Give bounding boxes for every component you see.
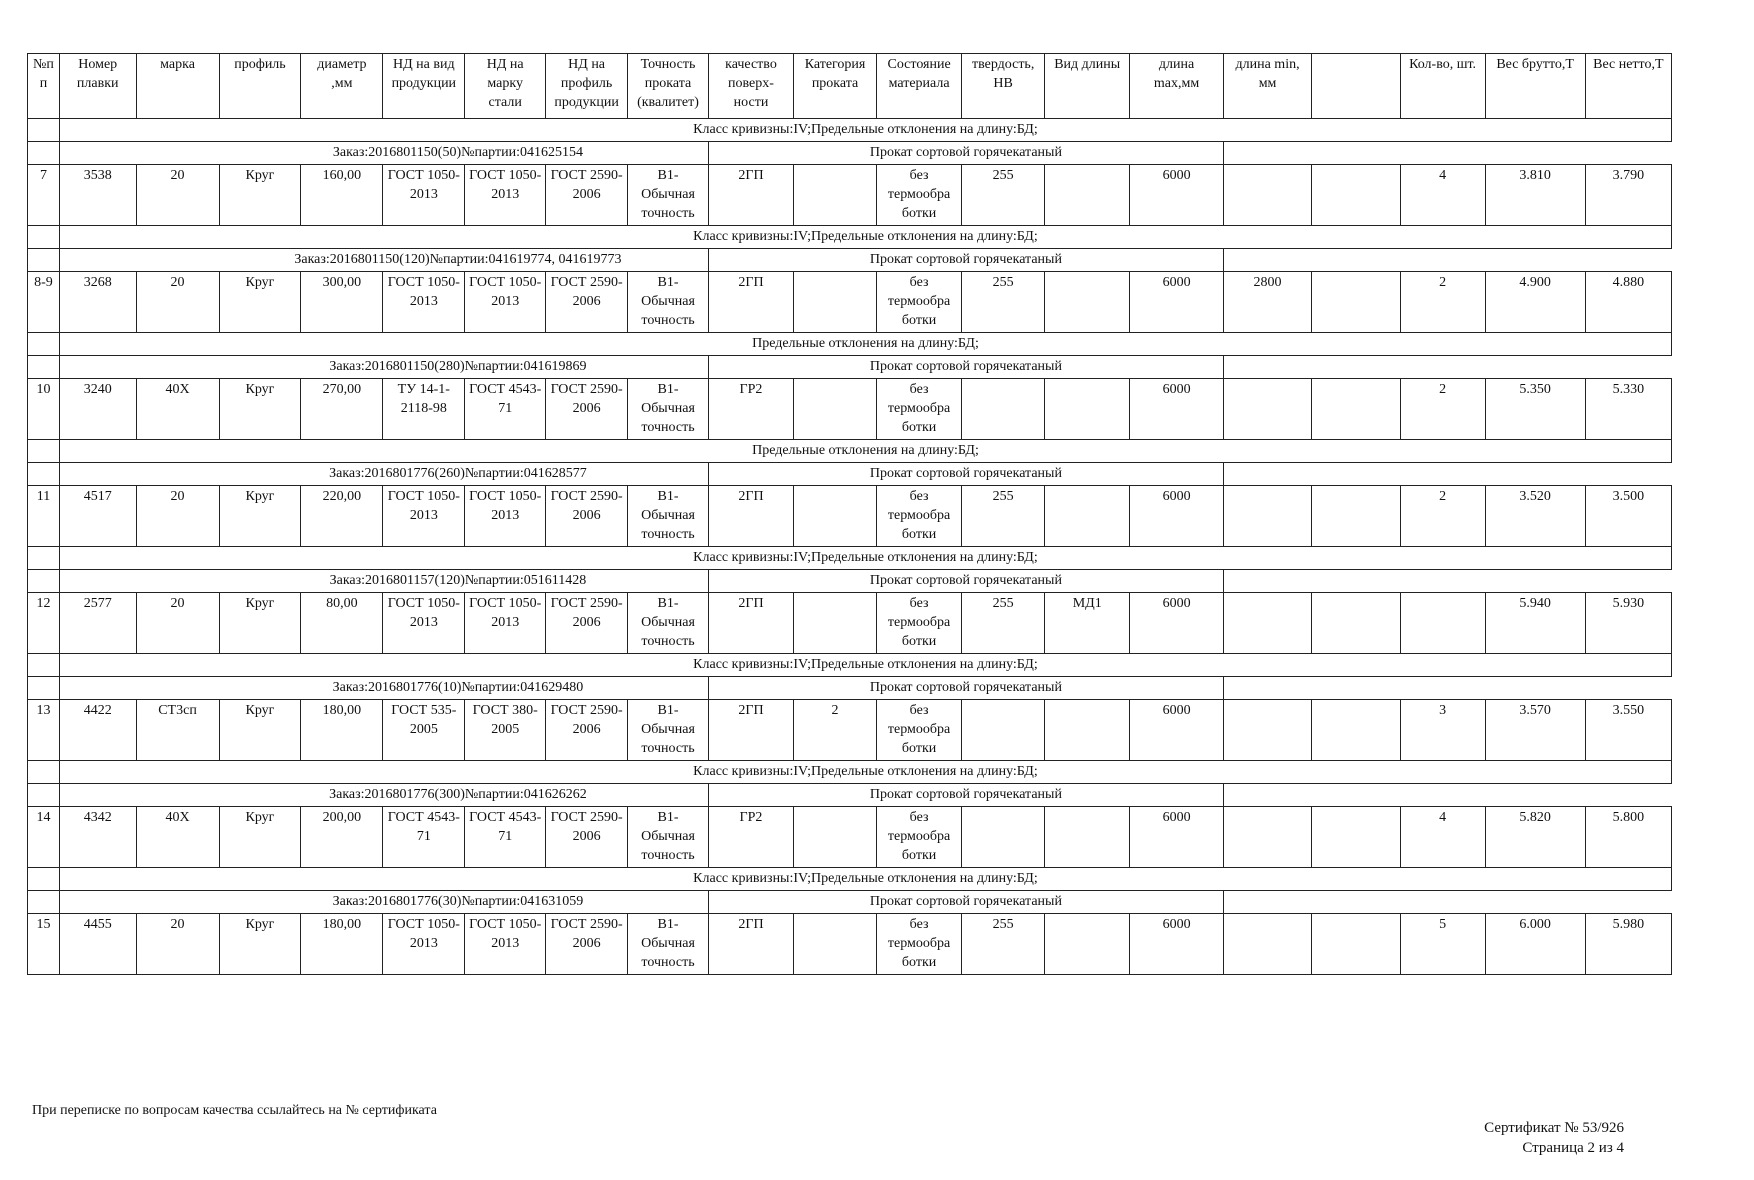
cell-diam: 200,00 [301,807,383,868]
cell-len-max: 6000 [1130,914,1224,975]
column-header: профиль [219,54,301,119]
class-line: Класс кривизны:IV;Предельные отклонения на длину:БД; [59,654,1671,677]
cell-n: 14 [28,807,60,868]
cell-len-type: МД1 [1045,593,1130,654]
class-line: Класс кривизны:IV;Предельные отклонения на длину:БД; [59,119,1671,142]
cell-nd-prod: ГОСТ 1050-2013 [383,593,465,654]
cell-qty: 2 [1400,272,1485,333]
empty-cell [1223,463,1671,486]
cell-qty: 2 [1400,379,1485,440]
cell-profile: Круг [219,807,301,868]
cell-state: без термообра ботки [877,807,962,868]
table-row [28,807,1672,868]
empty-cell [1223,677,1671,700]
cell-gross: 6.000 [1485,914,1585,975]
column-header: Точность проката (квалитет) [628,54,709,119]
cell-category [794,165,877,226]
cell-diam: 180,00 [301,914,383,975]
cell-heat: 3268 [59,272,136,333]
cell-net: 4.880 [1585,272,1671,333]
cell-len-max: 6000 [1130,272,1224,333]
cell-profile: Круг [219,700,301,761]
side-cell [28,784,60,807]
cell-diam: 80,00 [301,593,383,654]
cell-surface: 2ГП [708,593,793,654]
order-row [28,677,1672,700]
class-line: Класс кривизны:IV;Предельные отклонения на длину:БД; [59,226,1671,249]
product-title: Прокат сортовой горячекатаный [708,784,1223,807]
cell-accuracy: В1- Обычная точность [628,165,709,226]
side-cell [28,463,60,486]
cell-net: 5.800 [1585,807,1671,868]
cell-net: 5.930 [1585,593,1671,654]
cell-category: 2 [794,700,877,761]
cell-grade: 20 [136,486,219,547]
cell-surface: 2ГП [708,165,793,226]
cell-diam: 220,00 [301,486,383,547]
side-cell [28,356,60,379]
cell-n: 10 [28,379,60,440]
cell-len-type [1045,379,1130,440]
class-line-row [28,333,1672,356]
certificate-table [27,53,1672,975]
cell-nd-prod: ГОСТ 1050-2013 [383,272,465,333]
column-header: Кол-во, шт. [1400,54,1485,119]
cell-state: без термообра ботки [877,914,962,975]
cell-state: без термообра ботки [877,593,962,654]
cell-heat: 2577 [59,593,136,654]
column-header: длина max,мм [1130,54,1224,119]
class-line-row [28,119,1672,142]
cell-gross: 4.900 [1485,272,1585,333]
empty-cell [1223,891,1671,914]
column-header: Состояние материала [877,54,962,119]
column-header [1312,54,1400,119]
empty-cell [1223,784,1671,807]
class-line: Класс кривизны:IV;Предельные отклонения на длину:БД; [59,547,1671,570]
column-header: марка [136,54,219,119]
cell-len-type [1045,914,1130,975]
cell-len-max: 6000 [1130,593,1224,654]
column-header: Категория проката [794,54,877,119]
cell-nd-grade: ГОСТ 4543-71 [465,807,546,868]
cell-category [794,379,877,440]
cell-len-min [1223,165,1311,226]
side-cell [28,142,60,165]
cell-accuracy: В1- Обычная точность [628,807,709,868]
cell-nd-prod: ГОСТ 4543-71 [383,807,465,868]
cell-profile: Круг [219,593,301,654]
cell-profile: Круг [219,486,301,547]
cell-len-type [1045,165,1130,226]
cell-nd-profile: ГОСТ 2590-2006 [546,165,628,226]
cell-profile: Круг [219,914,301,975]
cell-accuracy: В1- Обычная точность [628,486,709,547]
cell-category [794,914,877,975]
cell-accuracy: В1- Обычная точность [628,379,709,440]
cell-heat: 4422 [59,700,136,761]
cell-nd-profile: ГОСТ 2590-2006 [546,272,628,333]
cell-len-min [1223,700,1311,761]
cell-net: 3.790 [1585,165,1671,226]
cell-accuracy: В1- Обычная точность [628,272,709,333]
table-body [28,119,1672,975]
order-row [28,570,1672,593]
cell-gross: 5.350 [1485,379,1585,440]
cell-qty: 4 [1400,165,1485,226]
cell-extra [1312,486,1400,547]
side-cell [28,226,60,249]
cell-nd-prod: ГОСТ 1050-2013 [383,486,465,547]
cell-surface: ГР2 [708,379,793,440]
cell-qty: 2 [1400,486,1485,547]
cell-grade: 20 [136,593,219,654]
header-row [28,54,1672,119]
cell-extra [1312,272,1400,333]
cell-hb: 255 [962,914,1045,975]
product-title: Прокат сортовой горячекатаный [708,891,1223,914]
cell-len-type [1045,700,1130,761]
side-cell [28,249,60,272]
cell-len-min [1223,379,1311,440]
cell-extra [1312,700,1400,761]
cell-nd-grade: ГОСТ 1050-2013 [465,593,546,654]
cell-category [794,807,877,868]
cell-profile: Круг [219,165,301,226]
cell-surface: 2ГП [708,272,793,333]
class-line-row [28,868,1672,891]
cell-nd-profile: ГОСТ 2590-2006 [546,486,628,547]
cell-extra [1312,379,1400,440]
cell-hb: 255 [962,272,1045,333]
cell-accuracy: В1- Обычная точность [628,700,709,761]
side-cell [28,868,60,891]
cell-extra [1312,914,1400,975]
cell-surface: 2ГП [708,486,793,547]
cell-nd-grade: ГОСТ 1050-2013 [465,165,546,226]
cell-nd-profile: ГОСТ 2590-2006 [546,914,628,975]
cell-grade: 40Х [136,807,219,868]
column-header: диаметр ,мм [301,54,383,119]
cell-heat: 4342 [59,807,136,868]
cell-n: 8-9 [28,272,60,333]
cell-state: без термообра ботки [877,700,962,761]
cell-category [794,486,877,547]
class-line-row [28,226,1672,249]
cell-qty: 4 [1400,807,1485,868]
cell-net: 3.500 [1585,486,1671,547]
column-header: НД на профиль продукции [546,54,628,119]
order-info: Заказ:2016801776(30)№партии:041631059 [59,891,708,914]
column-header: твердость, НВ [962,54,1045,119]
cell-n: 11 [28,486,60,547]
cell-nd-profile: ГОСТ 2590-2006 [546,593,628,654]
cell-nd-profile: ГОСТ 2590-2006 [546,700,628,761]
side-cell [28,119,60,142]
empty-cell [1223,356,1671,379]
side-cell [28,891,60,914]
order-info: Заказ:2016801150(120)№партии:041619774, 041619773 [59,249,708,272]
class-line-row [28,761,1672,784]
cell-gross: 5.820 [1485,807,1585,868]
cell-nd-profile: ГОСТ 2590-2006 [546,807,628,868]
cell-heat: 3240 [59,379,136,440]
cell-heat: 4517 [59,486,136,547]
cell-extra [1312,165,1400,226]
cell-nd-grade: ГОСТ 1050-2013 [465,914,546,975]
cell-grade: 20 [136,165,219,226]
order-info: Заказ:2016801776(260)№партии:041628577 [59,463,708,486]
cell-len-min [1223,593,1311,654]
column-header: качество поверх- ности [708,54,793,119]
cell-state: без термообра ботки [877,486,962,547]
class-line: Класс кривизны:IV;Предельные отклонения на длину:БД; [59,868,1671,891]
cell-len-type [1045,486,1130,547]
cell-len-min [1223,914,1311,975]
product-title: Прокат сортовой горячекатаный [708,677,1223,700]
page-number: Страница 2 из 4 [1522,1140,1624,1156]
cell-gross: 5.940 [1485,593,1585,654]
cell-n: 15 [28,914,60,975]
cell-diam: 180,00 [301,700,383,761]
product-title: Прокат сортовой горячекатаный [708,249,1223,272]
cell-len-type [1045,807,1130,868]
cell-len-min [1223,807,1311,868]
footer-note: При переписке по вопросам качества ссылайтесь на № сертификата [32,1103,437,1118]
order-info: Заказ:2016801776(300)№партии:041626262 [59,784,708,807]
column-header: Вес нетто,Т [1585,54,1671,119]
cell-len-max: 6000 [1130,700,1224,761]
cell-n: 12 [28,593,60,654]
cell-state: без термообра ботки [877,272,962,333]
footer-certificate-info [1484,1118,1624,1158]
cell-len-max: 6000 [1130,807,1224,868]
side-cell [28,761,60,784]
table-row [28,914,1672,975]
order-info: Заказ:2016801776(10)№партии:041629480 [59,677,708,700]
cell-n: 7 [28,165,60,226]
cell-nd-prod: ГОСТ 535-2005 [383,700,465,761]
empty-cell [1223,249,1671,272]
cell-accuracy: В1- Обычная точность [628,914,709,975]
column-header: Вес брутто,Т [1485,54,1585,119]
side-cell [28,654,60,677]
order-row [28,356,1672,379]
cell-gross: 3.520 [1485,486,1585,547]
cell-profile: Круг [219,272,301,333]
certificate-number: Сертификат № 53/926 [1484,1120,1624,1136]
cell-qty: 3 [1400,700,1485,761]
cell-nd-profile: ГОСТ 2590-2006 [546,379,628,440]
order-row [28,142,1672,165]
cell-len-max: 6000 [1130,486,1224,547]
cell-qty [1400,593,1485,654]
empty-cell [1223,570,1671,593]
table-row [28,486,1672,547]
side-cell [28,677,60,700]
table-row [28,593,1672,654]
cell-hb: 255 [962,593,1045,654]
cell-gross: 3.570 [1485,700,1585,761]
cell-nd-grade: ГОСТ 4543-71 [465,379,546,440]
cell-net: 5.980 [1585,914,1671,975]
cell-nd-grade: ГОСТ 1050-2013 [465,272,546,333]
cell-nd-prod: ТУ 14-1-2118-98 [383,379,465,440]
cell-gross: 3.810 [1485,165,1585,226]
product-title: Прокат сортовой горячекатаный [708,570,1223,593]
cell-state: без термообра ботки [877,379,962,440]
cell-heat: 4455 [59,914,136,975]
cell-nd-grade: ГОСТ 380-2005 [465,700,546,761]
side-cell [28,333,60,356]
column-header: НД на вид продукции [383,54,465,119]
cell-len-max: 6000 [1130,379,1224,440]
order-info: Заказ:2016801150(50)№партии:041625154 [59,142,708,165]
cell-net: 5.330 [1585,379,1671,440]
cell-accuracy: В1- Обычная точность [628,593,709,654]
class-line: Предельные отклонения на длину:БД; [59,333,1671,356]
empty-cell [1223,142,1671,165]
cell-grade: СТ3сп [136,700,219,761]
cell-hb: 255 [962,165,1045,226]
cell-extra [1312,593,1400,654]
cell-category [794,272,877,333]
cell-grade: 40Х [136,379,219,440]
order-row [28,249,1672,272]
cell-surface: 2ГП [708,914,793,975]
cell-nd-prod: ГОСТ 1050-2013 [383,914,465,975]
class-line: Класс кривизны:IV;Предельные отклонения на длину:БД; [59,761,1671,784]
cell-len-min: 2800 [1223,272,1311,333]
order-row [28,463,1672,486]
cell-hb: 255 [962,486,1045,547]
class-line-row [28,654,1672,677]
table-row [28,165,1672,226]
column-header: Номер плавки [59,54,136,119]
column-header: №п п [28,54,60,119]
column-header: длина min, мм [1223,54,1311,119]
cell-hb [962,700,1045,761]
cell-net: 3.550 [1585,700,1671,761]
side-cell [28,440,60,463]
table-row [28,700,1672,761]
cell-nd-grade: ГОСТ 1050-2013 [465,486,546,547]
cell-extra [1312,807,1400,868]
cell-surface: ГР2 [708,807,793,868]
cell-hb [962,379,1045,440]
product-title: Прокат сортовой горячекатаный [708,142,1223,165]
cell-heat: 3538 [59,165,136,226]
cell-diam: 160,00 [301,165,383,226]
order-info: Заказ:2016801157(120)№партии:051611428 [59,570,708,593]
cell-surface: 2ГП [708,700,793,761]
order-info: Заказ:2016801150(280)№партии:041619869 [59,356,708,379]
cell-n: 13 [28,700,60,761]
cell-len-type [1045,272,1130,333]
cell-diam: 270,00 [301,379,383,440]
table-row [28,379,1672,440]
product-title: Прокат сортовой горячекатаный [708,356,1223,379]
order-row [28,784,1672,807]
cell-hb [962,807,1045,868]
class-line-row [28,440,1672,463]
class-line-row [28,547,1672,570]
column-header: НД на марку стали [465,54,546,119]
cell-state: без термообра ботки [877,165,962,226]
cell-profile: Круг [219,379,301,440]
side-cell [28,547,60,570]
product-title: Прокат сортовой горячекатаный [708,463,1223,486]
cell-nd-prod: ГОСТ 1050-2013 [383,165,465,226]
column-header: Вид длины [1045,54,1130,119]
side-cell [28,570,60,593]
cell-grade: 20 [136,914,219,975]
cell-qty: 5 [1400,914,1485,975]
table-row [28,272,1672,333]
cell-len-min [1223,486,1311,547]
cell-grade: 20 [136,272,219,333]
cell-category [794,593,877,654]
cell-len-max: 6000 [1130,165,1224,226]
order-row [28,891,1672,914]
class-line: Предельные отклонения на длину:БД; [59,440,1671,463]
cell-diam: 300,00 [301,272,383,333]
